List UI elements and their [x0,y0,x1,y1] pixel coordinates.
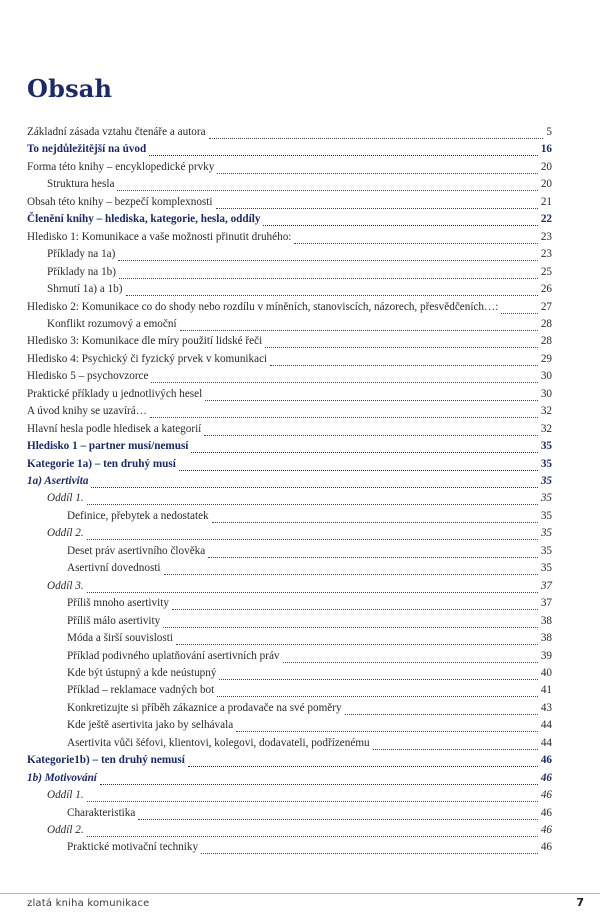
toc-entry-page: 38 [540,632,552,645]
footer-divider [0,893,600,894]
toc-entry [47,248,552,266]
toc-entry-title: Hledisko 4: Psychický či fyzický prvek v komunikaci [27,352,268,365]
toc-dot-leader [179,470,538,471]
toc-dot-leader [87,504,538,505]
toc-dot-leader [100,784,538,785]
toc-entry [27,335,552,353]
toc-dot-leader [87,539,538,540]
toc-entry [27,754,552,772]
toc-dot-leader [163,627,538,628]
toc-entry-title: Příklad – reklamace vadných bot [67,684,215,697]
toc-entry-title: Příklady na 1b) [47,265,116,278]
toc-entry-page: 22 [540,213,552,226]
toc-entry [47,824,552,842]
toc-entry [67,667,552,685]
toc-dot-leader [87,801,538,802]
toc-dot-leader [91,487,537,488]
toc-dot-leader [216,208,538,209]
toc-entry-page: 35 [540,527,552,540]
toc-entry [67,684,552,702]
toc-entry-title: Kategorie1b) – ten druhý nemusí [27,754,185,767]
toc-entry [67,702,552,720]
toc-entry-page: 23 [540,248,552,261]
toc-entry-title: Forma této knihy – encyklopedické prvky [27,160,215,173]
footer-page-number: 7 [576,896,584,909]
toc-entry-page: 5 [546,126,552,138]
toc-dot-leader [180,330,538,331]
toc-entry-title: Příliš mnoho asertivity [67,597,169,610]
toc-entry [27,772,552,790]
toc-dot-leader [119,278,538,279]
toc-entry-page: 21 [540,195,552,208]
toc-entry [27,353,552,371]
toc-entry-page: 46 [540,841,552,854]
toc-entry-title: Hledisko 5 – psychovzorce [27,370,149,383]
toc-dot-leader [176,644,538,645]
toc-entry-title: Kde být ústupný a kde neústupný [67,666,217,679]
toc-dot-leader [205,400,538,401]
toc-entry-page: 35 [540,440,552,453]
toc-entry-title: Hledisko 3: Komunikace dle míry použití lidské řeči [27,335,263,348]
toc-entry-title: Móda a širší souvislosti [67,632,173,645]
toc-entry [47,580,552,598]
toc-entry [67,510,552,528]
toc-entry-title: Asertivní dovednosti [67,562,161,575]
toc-entry [27,143,552,161]
toc-entry-title: Kde ještě asertivita jako by selhávala [67,719,234,732]
toc-entry-page: 23 [540,230,552,243]
toc-dot-leader [219,679,537,680]
toc-entry-page: 46 [540,806,552,819]
toc-entry-title: Příklad podivného uplatňování asertivních práv [67,649,280,662]
toc-entry [27,440,552,458]
toc-entry [47,266,552,284]
toc-entry-page: 26 [540,283,552,296]
toc-dot-leader [209,138,544,139]
toc-dot-leader [87,836,538,837]
toc-entry-page: 43 [540,701,552,714]
toc-entry-title: Deset práv asertivního člověka [67,544,206,557]
toc-entry-page: 35 [540,562,552,575]
toc-entry [27,231,552,249]
toc-dot-leader [345,714,538,715]
toc-dot-leader [150,417,538,418]
toc-entry [67,545,552,563]
toc-entry [67,615,552,633]
toc-entry [47,178,552,196]
toc-dot-leader [201,853,538,854]
toc-dot-leader [217,173,537,174]
toc-entry [67,597,552,615]
toc-entry-page: 46 [540,789,552,802]
toc-dot-leader [117,190,537,191]
toc-entry [27,126,552,144]
toc-entry-title: Praktické příklady u jednotlivých hesel [27,387,203,400]
toc-entry-page: 41 [540,684,552,697]
toc-entry-title: Oddíl 2. [47,824,84,836]
toc-entry-title: Konkretizujte si příběh zákaznice a prodavače na své poměry [67,701,342,714]
toc-entry [67,737,552,755]
toc-dot-leader [172,609,538,610]
toc-entry-title: Kategorie 1a) – ten druhý musí [27,457,176,470]
toc-dot-leader [217,696,538,697]
toc-entry-page: 46 [540,754,552,767]
toc-entry-page: 16 [540,143,552,156]
toc-entry-page: 38 [540,614,552,627]
toc-entry-title: Asertivita vůči šéfovi, klientovi, kolegovi, dodavateli, podřízenému [67,736,370,749]
toc-dot-leader [265,347,538,348]
toc-entry [67,632,552,650]
toc-dot-leader [151,382,537,383]
toc-entry-title: Hlavní hesla podle hledisek a kategorií [27,422,202,435]
toc-entry-title: Členění knihy – hlediska, kategorie, hesla, oddíly [27,213,261,226]
toc-dot-leader [501,313,538,314]
toc-entry-page: 35 [540,457,552,470]
toc-entry-page: 35 [540,475,552,487]
toc-entry [27,458,552,476]
toc-entry-page: 20 [540,160,552,173]
toc-entry-title: Praktické motivační techniky [67,841,199,854]
page-title: Obsah [27,74,113,103]
toc-entry-page: 27 [540,300,552,313]
toc-dot-leader [191,452,537,453]
toc-entry-title: Charakteristika [67,806,136,819]
toc-entry [27,301,552,319]
toc-entry [27,475,552,493]
toc-entry [27,213,552,231]
toc-dot-leader [208,557,538,558]
toc-entry-title: Definice, přebytek a nedostatek [67,509,209,522]
toc-entry-title: Oddíl 3. [47,579,84,592]
toc-entry-page: 37 [540,579,552,592]
toc-entry-title: Hledisko 1 – partner musí/nemusí [27,440,189,453]
toc-entry-page: 37 [540,597,552,610]
toc-entry-page: 29 [540,352,552,365]
footer-book-title: zlatá kniha komunikace [27,898,150,909]
toc-entry [67,650,552,668]
toc-entry-page: 28 [540,335,552,348]
toc-entry-title: Obsah této knihy – bezpečí komplexnosti [27,195,213,208]
toc-entry-title: Shrnutí 1a) a 1b) [47,283,123,296]
toc-dot-leader [373,749,538,750]
toc-entry-page: 32 [540,422,552,435]
toc-dot-leader [164,574,538,575]
toc-entry-page: 20 [540,178,552,191]
toc-entry-page: 35 [540,492,552,505]
toc-entry [47,527,552,545]
toc-entry-page: 30 [540,387,552,400]
toc-entry-title: Konflikt rozumový a emoční [47,317,177,330]
toc-entry [27,405,552,423]
toc-entry-title: 1b) Motivování [27,771,97,784]
toc-entry-page: 46 [540,771,552,784]
toc-entry-title: A úvod knihy se uzavírá… [27,405,147,418]
toc-entry-page: 46 [540,824,552,836]
toc-entry [47,318,552,336]
toc-entry-page: 35 [540,509,552,522]
toc-dot-leader [118,260,537,261]
toc-entry-page: 32 [540,405,552,418]
toc-dot-leader [263,225,537,226]
toc-entry [67,562,552,580]
toc-entry-page: 28 [540,317,552,330]
toc-dot-leader [204,435,538,436]
toc-entry-title: Příliš málo asertivity [67,614,161,627]
toc-entry [47,492,552,510]
toc-entry-title: To nejdůležitější na úvod [27,143,147,156]
toc-entry-title: Oddíl 1. [47,789,84,802]
toc-dot-leader [294,243,537,244]
toc-entry [47,283,552,301]
toc-entry [67,719,552,737]
toc-dot-leader [188,766,538,767]
toc-entry-title: Oddíl 1. [47,492,84,505]
toc-entry [47,789,552,807]
toc-entry-title: Oddíl 2. [47,527,84,540]
toc-dot-leader [212,522,538,523]
toc-dot-leader [283,662,538,663]
toc-entry-page: 39 [540,649,552,662]
toc-entry [67,841,552,859]
toc-entry-title: 1a) Asertivita [27,475,89,487]
toc-dot-leader [149,155,538,156]
toc-entry-page: 40 [540,666,552,679]
toc-entry-title: Příklady na 1a) [47,248,116,261]
toc-entry-title: Struktura hesla [47,178,115,191]
toc-entry-title: Základní zásada vztahu čtenáře a autora [27,126,206,138]
toc-dot-leader [87,592,538,593]
toc-entry-page: 25 [540,265,552,278]
toc-entry-page: 30 [540,370,552,383]
toc-entry [27,388,552,406]
toc-entry-page: 44 [540,719,552,732]
toc-dot-leader [270,365,538,366]
toc-entry [27,370,552,388]
toc-entry [27,196,552,214]
toc-dot-leader [236,731,538,732]
toc-dot-leader [126,295,538,296]
toc-entry-page: 44 [540,736,552,749]
toc-entry-title: Hledisko 2: Komunikace co do shody nebo rozdílu v míněních, stanoviscích, názorech, přesvědčeních…: [27,300,499,313]
toc-entry [27,423,552,441]
toc-entry [27,161,552,179]
toc-entry-title: Hledisko 1: Komunikace a vaše možnosti přinutit druhého: [27,230,292,243]
toc-dot-leader [138,819,537,820]
toc-entry-page: 35 [540,544,552,557]
toc-entry [67,807,552,825]
